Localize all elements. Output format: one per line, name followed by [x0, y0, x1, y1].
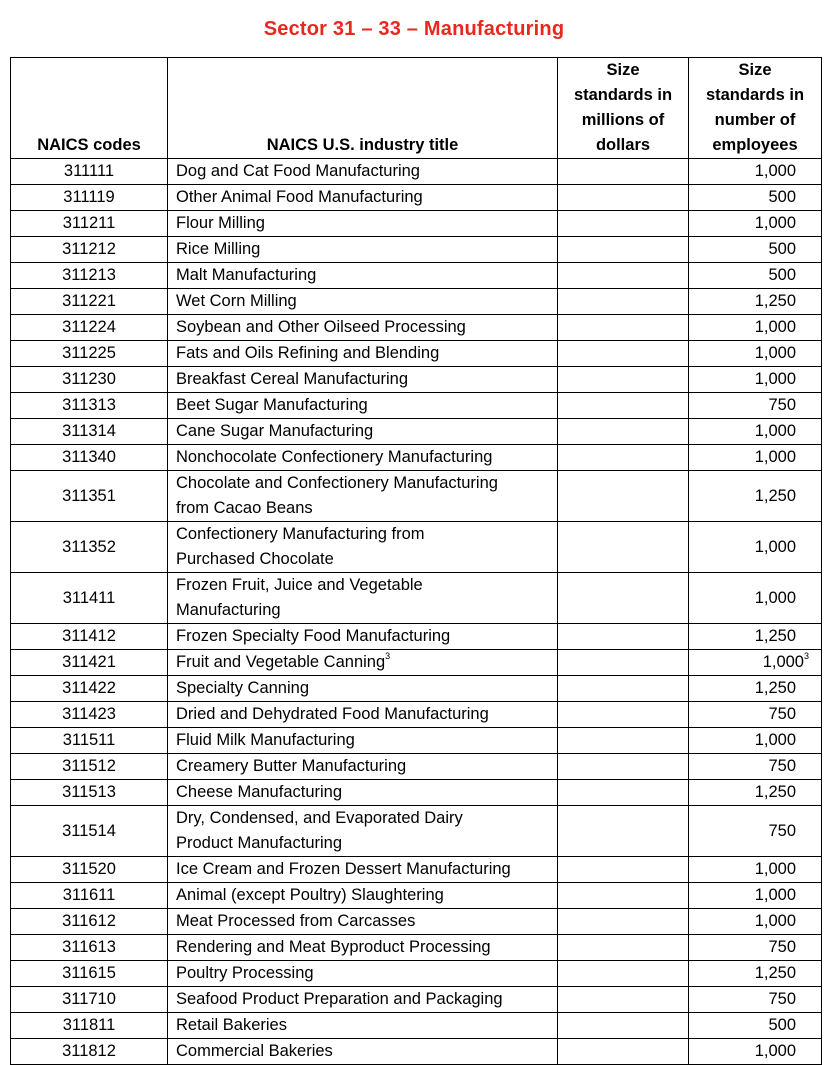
employees-value: 750 [768, 705, 796, 723]
size-employees-cell [689, 185, 822, 211]
industry-title-text: Dry, Condensed, and Evaporated Dairy [176, 809, 463, 827]
employees-value: 1,000 [754, 537, 796, 556]
industry-title-line [176, 831, 551, 856]
size-dollars-cell [558, 445, 689, 471]
industry-title-line [176, 211, 551, 236]
employees-value: 1,000 [754, 214, 796, 232]
industry-title-line [176, 263, 551, 288]
industry-title-line [176, 237, 551, 262]
table-row [11, 987, 822, 1013]
industry-title-line [176, 522, 551, 547]
table-row [11, 573, 822, 624]
employees-value: 1,000 [754, 318, 796, 336]
industry-title-line [176, 159, 551, 184]
employees-value: 1,250 [754, 627, 796, 645]
industry-title-text: Purchased Chocolate [176, 550, 334, 568]
industry-title-line [176, 445, 551, 470]
industry-title-cell [168, 909, 558, 935]
table-row [11, 857, 822, 883]
industry-title-cell [168, 935, 558, 961]
industry-title-text: Malt Manufacturing [176, 266, 317, 284]
size-dollars-cell [558, 987, 689, 1013]
naics-code-cell: 311811 [11, 1013, 168, 1039]
header-line: Size [606, 61, 640, 79]
size-dollars-cell [558, 185, 689, 211]
industry-title-text: Frozen Fruit, Juice and Vegetable [176, 576, 423, 594]
employees-value: 1,000 [754, 448, 796, 466]
size-employees-cell [689, 573, 822, 624]
industry-title-line [176, 315, 551, 340]
size-employees-cell [689, 211, 822, 237]
industry-title-cell [168, 1039, 558, 1065]
table-row [11, 471, 822, 522]
size-dollars-cell [558, 573, 689, 624]
naics-code-cell: 311422 [11, 676, 168, 702]
employees-value: 500 [768, 266, 796, 284]
size-employees-cell [689, 987, 822, 1013]
size-dollars-cell [558, 676, 689, 702]
naics-code-cell: 311611 [11, 883, 168, 909]
table-row [11, 624, 822, 650]
industry-title-line [176, 909, 551, 934]
industry-title-cell [168, 857, 558, 883]
header-line: Size [738, 61, 772, 79]
size-dollars-cell [558, 211, 689, 237]
industry-title-line [176, 676, 551, 701]
naics-code-cell: 311314 [11, 419, 168, 445]
size-employees-cell [689, 471, 822, 522]
header-size-employees [689, 58, 822, 159]
table-row [11, 702, 822, 728]
naics-code-cell: 311520 [11, 857, 168, 883]
table-row [11, 237, 822, 263]
size-dollars-cell [558, 624, 689, 650]
size-dollars-cell [558, 909, 689, 935]
naics-code-cell: 311119 [11, 185, 168, 211]
employees-value: 1,250 [754, 486, 796, 505]
table-row [11, 806, 822, 857]
industry-title-text: Fluid Milk Manufacturing [176, 731, 355, 749]
industry-title-line [176, 367, 551, 392]
size-dollars-cell [558, 159, 689, 185]
industry-title-line [176, 393, 551, 418]
industry-title-text: Retail Bakeries [176, 1016, 287, 1034]
table-row [11, 676, 822, 702]
size-dollars-cell [558, 315, 689, 341]
table-row [11, 185, 822, 211]
size-employees-cell [689, 650, 822, 676]
naics-code-cell: 311230 [11, 367, 168, 393]
table-row [11, 1013, 822, 1039]
employees-value: 1,250 [754, 964, 796, 982]
header-line: millions of [581, 111, 665, 129]
industry-title-line [176, 624, 551, 649]
industry-title-text: Creamery Butter Manufacturing [176, 757, 407, 775]
employees-value: 1,000 [754, 344, 796, 362]
table-row [11, 1039, 822, 1065]
size-dollars-cell [558, 961, 689, 987]
industry-title-text: Poultry Processing [176, 964, 314, 982]
industry-title-text: Fats and Oils Refining and Blending [176, 344, 440, 362]
table-row [11, 159, 822, 185]
header-industry-title: NAICS U.S. industry title [168, 58, 558, 159]
size-dollars-cell [558, 341, 689, 367]
industry-title-line [176, 598, 551, 623]
table-row [11, 367, 822, 393]
employees-value: 1,000 [754, 422, 796, 440]
employees-value: 750 [768, 396, 796, 414]
industry-title-line [176, 496, 551, 521]
industry-title-cell [168, 419, 558, 445]
industry-title-cell [168, 393, 558, 419]
naics-code-cell: 311352 [11, 522, 168, 573]
size-dollars-cell [558, 419, 689, 445]
employees-value: 1,250 [754, 292, 796, 310]
size-employees-cell [689, 780, 822, 806]
industry-title-line [176, 754, 551, 779]
industry-title-text: Animal (except Poultry) Slaughtering [176, 886, 444, 904]
size-employees-cell [689, 419, 822, 445]
industry-title-text: Nonchocolate Confectionery Manufacturing [176, 448, 493, 466]
naics-code-cell: 311412 [11, 624, 168, 650]
size-employees-cell [689, 159, 822, 185]
industry-title-cell [168, 185, 558, 211]
employees-value: 1,000 [754, 370, 796, 388]
size-employees-cell [689, 237, 822, 263]
size-employees-cell [689, 857, 822, 883]
industry-title-line [176, 1039, 551, 1064]
industry-title-cell [168, 650, 558, 676]
industry-title-cell [168, 754, 558, 780]
naics-code-cell: 311512 [11, 754, 168, 780]
table-row [11, 522, 822, 573]
industry-title-cell [168, 1013, 558, 1039]
industry-title-line [176, 728, 551, 753]
header-line: employees [712, 136, 798, 154]
industry-title-line [176, 419, 551, 444]
size-dollars-cell [558, 263, 689, 289]
size-employees-cell [689, 702, 822, 728]
header-line: standards in [705, 86, 805, 104]
naics-code-cell: 311710 [11, 987, 168, 1013]
industry-title-cell [168, 728, 558, 754]
industry-title-text: Ice Cream and Frozen Dessert Manufacturing [176, 860, 511, 878]
naics-code-cell: 311613 [11, 935, 168, 961]
industry-title-cell [168, 263, 558, 289]
size-dollars-cell [558, 1013, 689, 1039]
industry-title-line [176, 185, 551, 210]
size-dollars-cell [558, 935, 689, 961]
industry-title-text: Frozen Specialty Food Manufacturing [176, 627, 451, 645]
industry-title-cell [168, 883, 558, 909]
industry-title-cell [168, 624, 558, 650]
naics-code-cell: 311423 [11, 702, 168, 728]
industry-title-cell [168, 573, 558, 624]
footnote-marker: 3 [803, 650, 809, 661]
naics-code-cell: 311111 [11, 159, 168, 185]
industry-title-cell [168, 806, 558, 857]
industry-title-cell [168, 211, 558, 237]
naics-code-cell: 311351 [11, 471, 168, 522]
industry-title-text: Product Manufacturing [176, 834, 343, 852]
table-row [11, 289, 822, 315]
naics-code-cell: 311340 [11, 445, 168, 471]
size-employees-cell [689, 676, 822, 702]
table-row [11, 650, 822, 676]
industry-title-text: Dog and Cat Food Manufacturing [176, 162, 420, 180]
industry-title-line [176, 471, 551, 496]
footnote-marker: 3 [385, 650, 391, 661]
industry-title-line [176, 883, 551, 908]
industry-title-cell [168, 987, 558, 1013]
industry-title-text: Wet Corn Milling [176, 292, 297, 310]
size-employees-cell [689, 522, 822, 573]
size-dollars-cell [558, 702, 689, 728]
industry-title-line [176, 780, 551, 805]
table-row [11, 909, 822, 935]
industry-title-line [176, 961, 551, 986]
size-employees-cell [689, 341, 822, 367]
table-row [11, 445, 822, 471]
size-dollars-cell [558, 1039, 689, 1065]
industry-title-cell [168, 159, 558, 185]
size-dollars-cell [558, 754, 689, 780]
employees-value: 1,250 [754, 783, 796, 801]
industry-title-text: Rice Milling [176, 240, 261, 258]
size-employees-cell [689, 1013, 822, 1039]
size-employees-cell [689, 935, 822, 961]
industry-title-text: Meat Processed from Carcasses [176, 912, 416, 930]
size-dollars-cell [558, 883, 689, 909]
table-row [11, 961, 822, 987]
industry-title-cell [168, 367, 558, 393]
size-employees-cell [689, 961, 822, 987]
employees-value: 750 [768, 757, 796, 775]
size-dollars-cell [558, 650, 689, 676]
size-employees-cell [689, 909, 822, 935]
employees-value: 1,000 [754, 731, 796, 749]
industry-title-cell [168, 780, 558, 806]
industry-title-text: Specialty Canning [176, 679, 309, 697]
size-employees-cell [689, 728, 822, 754]
industry-title-line [176, 341, 551, 366]
size-dollars-cell [558, 393, 689, 419]
naics-code-cell: 311225 [11, 341, 168, 367]
header-line: standards in [573, 86, 673, 104]
industry-title-text: Flour Milling [176, 214, 265, 232]
naics-code-cell: 311421 [11, 650, 168, 676]
size-dollars-cell [558, 367, 689, 393]
header-naics-codes: NAICS codes [11, 58, 168, 159]
naics-code-cell: 311514 [11, 806, 168, 857]
employees-value: 1,000 [762, 653, 804, 671]
employees-value: 500 [768, 188, 796, 206]
employees-value: 1,000 [754, 912, 796, 930]
industry-title-cell [168, 341, 558, 367]
size-dollars-cell [558, 471, 689, 522]
industry-title-line [176, 806, 551, 831]
header-line: dollars [595, 136, 651, 154]
industry-title-text: Dried and Dehydrated Food Manufacturing [176, 705, 489, 723]
table-body [11, 159, 822, 1065]
table-header [11, 58, 822, 159]
employees-value: 1,250 [754, 679, 796, 697]
size-employees-cell [689, 883, 822, 909]
naics-code-cell: 311411 [11, 573, 168, 624]
industry-title-text: Cane Sugar Manufacturing [176, 422, 374, 440]
size-employees-cell [689, 263, 822, 289]
table-row [11, 315, 822, 341]
industry-title-cell [168, 676, 558, 702]
table-row [11, 780, 822, 806]
size-employees-cell [689, 289, 822, 315]
table-row [11, 419, 822, 445]
industry-title-text: Chocolate and Confectionery Manufacturing [176, 474, 498, 492]
industry-title-text: from Cacao Beans [176, 499, 313, 517]
size-dollars-cell [558, 289, 689, 315]
table-row [11, 341, 822, 367]
industry-title-line [176, 289, 551, 314]
page-title: Sector 31 – 33 – Manufacturing [263, 18, 565, 40]
employees-value: 500 [768, 240, 796, 258]
industry-title-cell [168, 237, 558, 263]
size-dollars-cell [558, 237, 689, 263]
employees-value: 1,000 [754, 860, 796, 878]
size-employees-cell [689, 393, 822, 419]
size-employees-cell [689, 754, 822, 780]
table-row [11, 883, 822, 909]
industry-title-line [176, 1013, 551, 1038]
industry-title-line [176, 650, 551, 675]
industry-title-cell [168, 289, 558, 315]
industry-title-text: Rendering and Meat Byproduct Processing [176, 938, 491, 956]
employees-value: 750 [768, 938, 796, 956]
naics-code-cell: 311224 [11, 315, 168, 341]
table-row [11, 211, 822, 237]
size-dollars-cell [558, 806, 689, 857]
header-line: number of [714, 111, 796, 129]
industry-title-cell [168, 315, 558, 341]
industry-title-text: Manufacturing [176, 601, 281, 619]
employees-value: 1,000 [754, 588, 796, 607]
size-employees-cell [689, 315, 822, 341]
naics-code-cell: 311221 [11, 289, 168, 315]
industry-title-text: Cheese Manufacturing [176, 783, 343, 801]
employees-value: 750 [768, 821, 796, 840]
employees-value: 1,000 [754, 886, 796, 904]
naics-code-cell: 311513 [11, 780, 168, 806]
naics-code-cell: 311212 [11, 237, 168, 263]
naics-code-cell: 311812 [11, 1039, 168, 1065]
employees-value: 500 [768, 1016, 796, 1034]
industry-title-cell [168, 471, 558, 522]
size-employees-cell [689, 367, 822, 393]
naics-code-cell: 311313 [11, 393, 168, 419]
industry-title-text: Beet Sugar Manufacturing [176, 396, 368, 414]
industry-title-cell [168, 961, 558, 987]
industry-title-line [176, 935, 551, 960]
naics-code-cell: 311615 [11, 961, 168, 987]
industry-title-cell [168, 522, 558, 573]
size-dollars-cell [558, 728, 689, 754]
industry-title-line [176, 702, 551, 727]
industry-title-text: Fruit and Vegetable Canning [176, 653, 386, 671]
industry-title-line [176, 573, 551, 598]
size-employees-cell [689, 1039, 822, 1065]
employees-value: 1,000 [754, 1042, 796, 1060]
industry-title-line [176, 547, 551, 572]
industry-title-line [176, 987, 551, 1012]
industry-title-text: Breakfast Cereal Manufacturing [176, 370, 409, 388]
naics-code-cell: 311213 [11, 263, 168, 289]
employees-value: 1,000 [754, 162, 796, 180]
naics-code-cell: 311612 [11, 909, 168, 935]
size-employees-cell [689, 445, 822, 471]
size-dollars-cell [558, 780, 689, 806]
industry-title-text: Soybean and Other Oilseed Processing [176, 318, 466, 336]
industry-title-cell [168, 445, 558, 471]
naics-code-cell: 311211 [11, 211, 168, 237]
table-row [11, 935, 822, 961]
industry-title-text: Seafood Product Preparation and Packaging [176, 990, 503, 1008]
employees-value: 750 [768, 990, 796, 1008]
header-size-dollars [558, 58, 689, 159]
naics-code-cell: 311511 [11, 728, 168, 754]
size-employees-cell [689, 624, 822, 650]
size-employees-cell [689, 806, 822, 857]
industry-title-text: Confectionery Manufacturing from [176, 525, 425, 543]
size-dollars-cell [558, 522, 689, 573]
table-row [11, 393, 822, 419]
size-standards-table [10, 57, 822, 1065]
table-row [11, 263, 822, 289]
size-dollars-cell [558, 857, 689, 883]
industry-title-text: Other Animal Food Manufacturing [176, 188, 423, 206]
table-row [11, 728, 822, 754]
industry-title-text: Commercial Bakeries [176, 1042, 333, 1060]
table-row [11, 754, 822, 780]
industry-title-line [176, 857, 551, 882]
industry-title-cell [168, 702, 558, 728]
